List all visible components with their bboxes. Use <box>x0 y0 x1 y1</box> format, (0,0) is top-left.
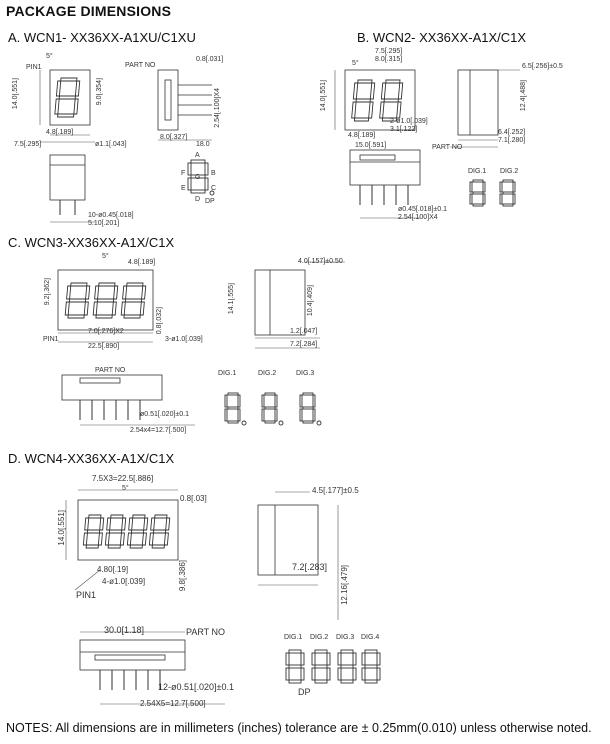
d-d10: 12-ø0.51[.020]±0.1 <box>158 682 234 692</box>
page-title: PACKAGE DIMENSIONS <box>6 3 172 19</box>
c-dig1: DIG.1 <box>218 370 237 377</box>
a-d9: 18.0 <box>196 141 210 148</box>
c-height: 9.2[.362] <box>44 278 51 306</box>
a-seg-dp: DP <box>205 198 215 205</box>
d-dig4: DIG.4 <box>361 634 380 641</box>
d-d7: 7.2[.283] <box>292 562 328 572</box>
d-d11: 2.54X5=12.7[.500] <box>140 699 206 708</box>
d-dp: DP <box>298 687 311 697</box>
c-pin1: PIN1 <box>43 336 59 343</box>
a-seg-f: F <box>181 170 186 177</box>
d-height: 14.0[.551] <box>57 510 66 546</box>
a-d8: 5.10[.201] <box>88 220 120 227</box>
b-dig1: DIG.1 <box>468 168 487 175</box>
section-c-label: C. WCN3-XX36XX-A1X/C1X <box>8 235 175 250</box>
a-seg-c: C <box>211 185 217 192</box>
c-d9: 10.4[.409] <box>307 285 314 317</box>
d-dig3: DIG.3 <box>336 634 355 641</box>
section-a-label: A. WCN1- XX36XX-A1XU/C1XU <box>8 30 196 45</box>
b-d5: 3.1[.122] <box>390 126 418 133</box>
b-d11: ø0.45[.018]±0.1 <box>398 206 447 213</box>
a-part-no: PART NO <box>125 62 156 69</box>
d-d8: 12.16[.479] <box>340 565 349 606</box>
notes: NOTES: All dimensions are in millimeters (inches) tolerance are ± 0.25mm(0.010) unless otherwise noted. <box>6 721 592 735</box>
a-pitch: 4.8[.189] <box>46 129 74 136</box>
a-angle: 5° <box>46 53 53 60</box>
b-d1: 7.5[.295] <box>375 48 403 55</box>
a-d5: ø1.1[.043] <box>95 141 127 148</box>
b-d12: 2.54[.100]X4 <box>398 214 438 221</box>
a-d7: 10-ø0.45[.018] <box>88 212 134 219</box>
d-pitch: 4.80[.19] <box>97 565 129 574</box>
c-d11: 7.2[.284] <box>290 341 318 348</box>
d-d4: 4-ø1.0[.039] <box>102 577 146 586</box>
a-seg-b: B <box>211 170 216 177</box>
a-height: 14.0[.551] <box>12 78 19 110</box>
d-d9: 30.0[1.18] <box>104 625 145 635</box>
a-pin1: PIN1 <box>26 64 42 71</box>
d-d6: 4.5[.177]±0.5 <box>312 486 359 495</box>
section-d-label: D. WCN4-XX36XX-A1X/C1X <box>8 451 175 466</box>
a-seg-g: G <box>195 174 201 181</box>
d-dig1: DIG.1 <box>284 634 303 641</box>
a-d4: 7.5[.295] <box>14 141 42 148</box>
a-seg-e: E <box>181 185 186 192</box>
c-d13: 2.54x4=12.7[.500] <box>130 427 187 434</box>
d-d3: 0.8[.03] <box>180 494 207 503</box>
d-d1: 7.5X3=22.5[.886] <box>92 474 154 483</box>
c-angle: 5° <box>102 253 109 260</box>
d-d5: 9.8[.386] <box>178 560 187 592</box>
a-pitch-x4: 2.54[.100]X4 <box>214 88 221 128</box>
c-dig3: DIG.3 <box>296 370 315 377</box>
c-d2: 4.8[.189] <box>128 259 156 266</box>
c-d6: 3-ø1.0[.039] <box>165 336 203 343</box>
b-d8: 6.4[.252] <box>498 129 526 136</box>
a-seg-d: D <box>195 196 201 203</box>
b-d9: 7.1[.280] <box>498 137 526 144</box>
d-angle: 5° <box>122 485 129 492</box>
c-d7: 4.0[.157]±0.50 <box>298 258 343 265</box>
d-part-no: PART NO <box>186 627 226 637</box>
b-angle: 5° <box>352 60 359 67</box>
b-dig2: DIG.2 <box>500 168 519 175</box>
c-d5: 0.8[.032] <box>156 307 163 335</box>
section-b-label: B. WCN2- XX36XX-A1X/C1X <box>357 30 527 45</box>
c-d4: 22.5[.890] <box>88 343 120 350</box>
c-dig2: DIG.2 <box>258 370 277 377</box>
c-d10: 1.2[.047] <box>290 328 318 335</box>
b-d6: 6.5[.256]±0.5 <box>522 63 563 70</box>
b-d10: 15.0[.591] <box>355 142 387 149</box>
c-d12: ø0.51[.020]±0.1 <box>140 411 189 418</box>
b-pitch: 4.8[.189] <box>348 132 376 139</box>
d-pin1: PIN1 <box>76 590 97 600</box>
c-part-no: PART NO <box>95 367 126 374</box>
a-d6: 8.0[.327] <box>160 134 188 141</box>
b-d7: 12.4[.488] <box>520 80 527 112</box>
b-part-no: PART NO <box>432 144 463 151</box>
c-d8: 14.1[.555] <box>228 283 235 315</box>
b-height: 14.0[.551] <box>320 80 327 112</box>
a-width: 9.0[.354] <box>96 78 103 106</box>
c-d3: 7.0[.276]X2 <box>88 328 124 335</box>
a-d2: 0.8[.031] <box>196 56 224 63</box>
a-seg-a: A <box>195 152 200 159</box>
b-d2: 8.0[.315] <box>375 56 403 63</box>
d-dig2: DIG.2 <box>310 634 329 641</box>
b-d4: 2-ø1.0[.039] <box>390 118 428 125</box>
